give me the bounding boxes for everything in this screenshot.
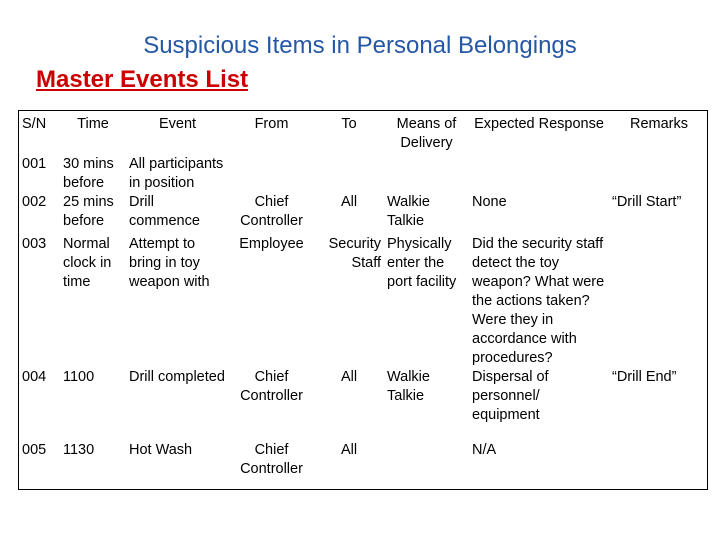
header-from: From: [254, 116, 289, 132]
table-row: [19, 235, 709, 368]
cell-from: [229, 155, 314, 193]
header-event: Event: [158, 116, 197, 132]
cell-time: 1100: [63, 369, 95, 385]
cell-from: Employee: [239, 236, 304, 252]
cell-remarks: [609, 155, 709, 193]
cell-remarks: “Drill End”: [612, 369, 677, 385]
events-table: [19, 111, 709, 479]
cell-sn: 002: [22, 194, 47, 210]
cell-remarks: [609, 235, 709, 368]
page-subtitle: Master Events List: [36, 66, 249, 93]
cell-time: Normal clock in time: [63, 236, 112, 290]
events-table-frame: [18, 110, 708, 490]
cell-time: 30 mins before: [63, 156, 114, 191]
cell-event: Hot Wash: [129, 442, 193, 458]
cell-means: [384, 155, 469, 193]
cell-expected: Dispersal of personnel/ equipment: [472, 369, 549, 423]
table-row: [19, 441, 709, 479]
header-sn: S/N: [22, 116, 47, 132]
cell-sn: 003: [22, 236, 47, 252]
cell-to: All: [340, 369, 358, 385]
cell-sn: 001: [22, 156, 47, 172]
cell-means: Walkie Talkie: [387, 369, 430, 404]
cell-to: All: [340, 194, 358, 210]
cell-means: Physically enter the port facility: [387, 236, 457, 290]
table-row: [19, 155, 709, 193]
cell-expected: [469, 155, 609, 193]
header-expected: Expected Response: [474, 116, 604, 132]
cell-remarks: “Drill Start”: [612, 194, 682, 210]
header-remarks: Remarks: [629, 116, 688, 132]
table-row: [19, 368, 709, 425]
cell-from: Chief Controller: [240, 369, 303, 404]
cell-to: All: [340, 442, 358, 458]
cell-event: Attempt to bring in toy weapon with: [129, 236, 210, 290]
cell-sn: 005: [22, 442, 47, 458]
cell-remarks: [609, 441, 709, 479]
cell-event: All participants in position: [129, 156, 224, 191]
cell-means: [384, 441, 469, 479]
cell-to: [314, 155, 384, 193]
cell-expected: None: [472, 194, 507, 210]
table-header-row: [19, 111, 709, 155]
cell-expected: Did the security staff detect the toy weapon? What were the actions taken? Were they in accordance with procedures?: [472, 236, 605, 366]
cell-time: 25 mins before: [63, 194, 114, 229]
cell-sn: 004: [22, 369, 47, 385]
header-time: Time: [77, 116, 109, 132]
cell-from: Chief Controller: [240, 194, 303, 229]
cell-event: Drill completed: [129, 369, 225, 385]
cell-event: Drill commence: [129, 194, 200, 229]
cell-to: Security Staff: [328, 236, 381, 271]
cell-from: Chief Controller: [240, 442, 303, 477]
cell-time: 1130: [63, 442, 95, 458]
header-means: Means of Delivery: [396, 116, 457, 151]
table-row: [19, 193, 709, 231]
cell-means: Walkie Talkie: [387, 194, 430, 229]
cell-expected: N/A: [472, 442, 497, 458]
header-to: To: [341, 116, 357, 132]
page-title: Suspicious Items in Personal Belongings: [143, 32, 577, 59]
